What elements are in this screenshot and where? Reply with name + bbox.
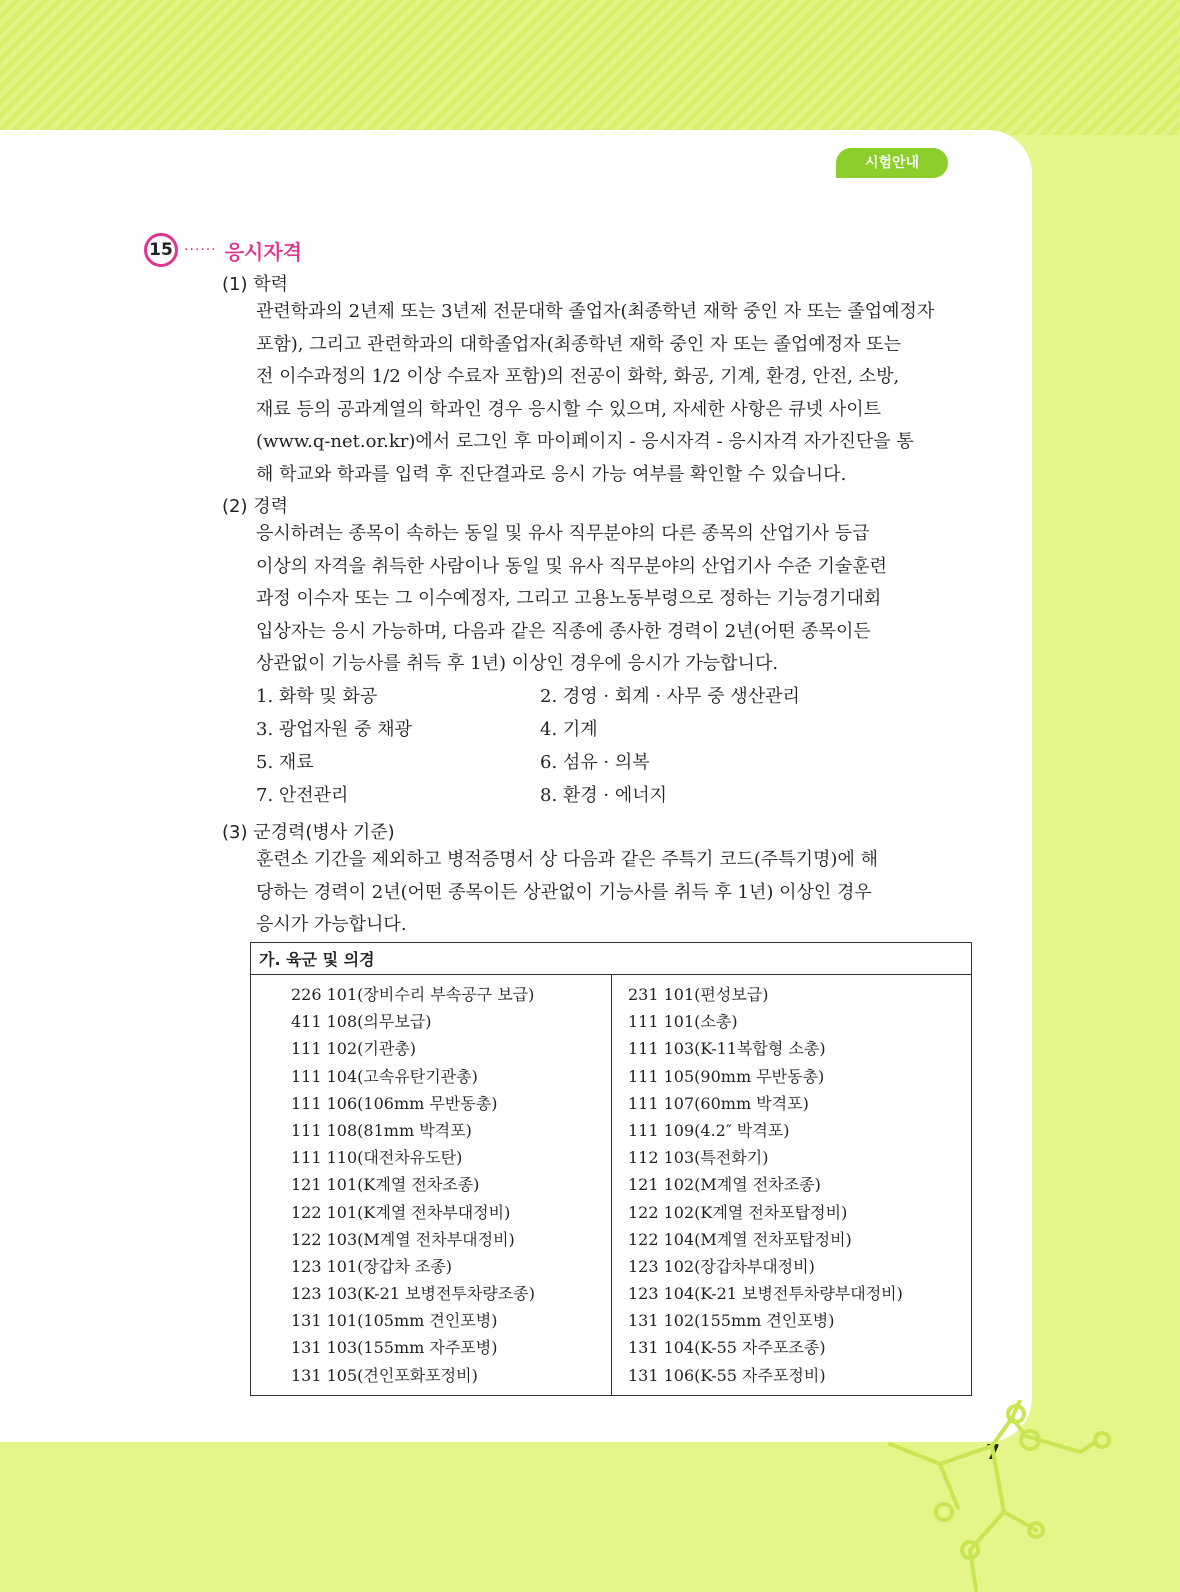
table-row: 131 105(견인포화포정비) — [291, 1365, 478, 1385]
text-line: 훈련소 기간을 제외하고 병적증명서 상 다음과 같은 주특기 코드(주특기명)에 해 — [256, 849, 878, 870]
text-line: 해 학교와 학과를 입력 후 진단결과로 응시 가능 여부를 확인할 수 있습니다. — [256, 463, 847, 485]
job-category-list — [256, 680, 976, 812]
list-item: 6. 섬유 · 의복 — [540, 752, 650, 773]
table-row: 121 101(K계열 전차조종) — [291, 1175, 480, 1195]
table-row: 122 101(K계열 전차부대정비) — [291, 1202, 511, 1222]
table-right-column — [612, 975, 972, 1396]
table-header: 가. 육군 및 의경 — [251, 943, 972, 975]
list-row — [256, 746, 976, 779]
table-row: 122 104(M계열 전차포탑정비) — [628, 1229, 852, 1249]
text-line: 전 이수과정의 1/2 이상 수료자 포함)의 전공이 화학, 화공, 기계, 환경, 안전, 소방, — [256, 366, 900, 388]
subheading-education: (1) 학력 — [222, 274, 288, 295]
table-row: 111 104(고속유탄기관총) — [291, 1066, 478, 1086]
table-row: 131 103(155mm 자주포병) — [291, 1338, 498, 1358]
military-paragraph — [256, 844, 976, 942]
table-row: 111 109(4.2″ 박격포) — [628, 1120, 790, 1140]
list-item: 3. 광업자원 중 채광 — [256, 719, 413, 740]
header-stripes — [0, 0, 1180, 135]
section-title: 응시자격 — [224, 239, 302, 264]
table-row: 123 102(장갑차부대정비) — [628, 1256, 815, 1276]
text-line: 입상자는 응시 가능하며, 다음과 같은 직종에 종사한 경력이 2년(어떤 종목이든 — [256, 620, 871, 642]
molecule-decoration-icon — [880, 1400, 1120, 1592]
experience-paragraph — [256, 518, 976, 681]
table-row: 131 104(K-55 자주포조종) — [628, 1338, 826, 1358]
table-row: 123 104(K-21 보병전투차량부대정비) — [628, 1284, 903, 1304]
list-row — [256, 680, 976, 713]
text-line: 포함), 그리고 관련학과의 대학졸업자(최종학년 재학 중인 자 또는 졸업예정자 또는 — [256, 333, 902, 355]
table-row: 111 110(대전차유도탄) — [291, 1148, 463, 1168]
table-row: 131 102(155mm 견인포병) — [628, 1311, 835, 1331]
table-row: 111 102(기관총) — [291, 1039, 417, 1059]
text-line: 이상의 자격을 취득한 사람이나 동일 및 유사 직무분야의 산업기사 수준 기술훈련 — [256, 555, 888, 577]
table-left-column — [251, 975, 612, 1396]
table-row: 411 108(의무보급) — [291, 1012, 432, 1032]
subheading-military: (3) 군경력(병사 기준) — [222, 822, 395, 843]
section-badge: 시험안내 — [836, 148, 948, 178]
table-row: 123 101(장갑차 조종) — [291, 1256, 453, 1276]
section-number: 15 — [144, 233, 178, 267]
list-item: 1. 화학 및 화공 — [256, 686, 378, 707]
table-row: 121 102(M계열 전차조종) — [628, 1175, 821, 1195]
table-row: 111 101(소총) — [628, 1012, 738, 1032]
list-item: 5. 재료 — [256, 752, 314, 773]
text-line: (www.q-net.or.kr)에서 로그인 후 마이페이지 - 응시자격 - 응시자격 자가진단을 통 — [256, 431, 914, 453]
subheading-experience: (2) 경력 — [222, 496, 288, 517]
list-item: 2. 경영 · 회계 · 사무 중 생산관리 — [540, 686, 800, 707]
table-row: 122 103(M계열 전차부대정비) — [291, 1229, 515, 1249]
list-item: 4. 기계 — [540, 719, 598, 740]
list-item: 7. 안전관리 — [256, 785, 349, 806]
table-row: 111 105(90mm 무반동총) — [628, 1066, 825, 1086]
table-row: 122 102(K계열 전차포탑정비) — [628, 1202, 848, 1222]
section-heading — [144, 232, 302, 268]
table-row: 226 101(장비수리 부속공구 보급) — [291, 985, 535, 1004]
text-line: 상관없이 기능사를 취득 후 1년) 이상인 경우에 응시가 가능합니다. — [256, 653, 779, 675]
table-row: 111 106(106mm 무반동총) — [291, 1093, 498, 1113]
table-row: 131 101(105mm 견인포병) — [291, 1311, 498, 1331]
table-row: 111 107(60mm 박격포) — [628, 1093, 809, 1113]
list-item: 8. 환경 · 에너지 — [540, 785, 668, 806]
table-row: 111 103(K-11복합형 소총) — [628, 1039, 826, 1059]
table-row: 112 103(특전화기) — [628, 1148, 769, 1168]
table-row: 131 106(K-55 자주포정비) — [628, 1365, 826, 1385]
military-code-table — [250, 942, 972, 1396]
text-line: 관련학과의 2년제 또는 3년제 전문대학 졸업자(최종학년 재학 중인 자 또는 졸업예정자 — [256, 301, 935, 322]
list-row — [256, 713, 976, 746]
table-row: 231 101(편성보급) — [628, 985, 769, 1004]
list-row — [256, 779, 976, 812]
text-line: 응시하려는 종목이 속하는 동일 및 유사 직무분야의 다른 종목의 산업기사 등급 — [256, 523, 870, 544]
text-line: 당하는 경력이 2년(어떤 종목이든 상관없이 기능사를 취득 후 1년) 이상인 경우 — [256, 881, 872, 903]
text-line: 과정 이수자 또는 그 이수예정자, 그리고 고용노동부령으로 정하는 기능경기대회 — [256, 588, 882, 610]
table-row: 111 108(81mm 박격포) — [291, 1120, 472, 1140]
dots-divider: ······ — [184, 242, 217, 258]
table-row: 123 103(K-21 보병전투차량조종) — [291, 1284, 535, 1304]
education-paragraph — [256, 296, 976, 492]
page-number: 7 — [986, 1440, 1000, 1464]
text-line: 재료 등의 공과계열의 학과인 경우 응시할 수 있으며, 자세한 사항은 큐넷 사이트 — [256, 398, 882, 420]
text-line: 응시가 가능합니다. — [256, 914, 407, 936]
